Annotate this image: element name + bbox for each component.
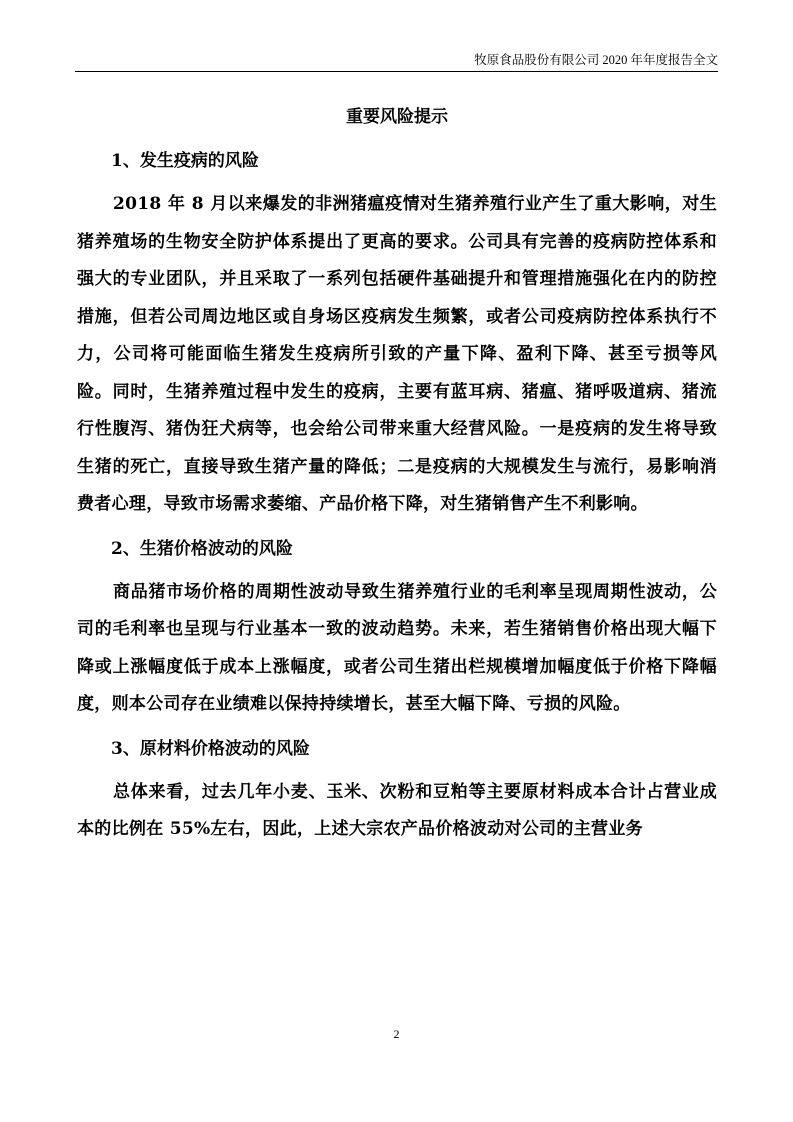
page-header — [75, 51, 718, 72]
page-number: 2 — [393, 1027, 400, 1041]
document-title: 重要风险提示 — [346, 107, 448, 127]
section-heading-hog-price-risk: 2、生猪价格波动的风险 — [111, 538, 293, 559]
page-footer — [0, 1027, 793, 1042]
header-company-report-title: 牧原食品股份有限公司 2020 年年度报告全文 — [474, 53, 718, 67]
section-paragraph-epidemic-risk: 2018 年 8 月以来爆发的非洲猪瘟疫情对生猪养殖行业产生了重大影响，对生猪养殖场的生物安全防护体系提出了更高的要求。公司具有完善的疫病防控体系和强大的专业团队，并且采取了一系列包括硬件基础提升和管理措施强化在内的防控措施，但若公司周边地区或自身场区疫病发生频繁，或者公司疫病防控体系执行不力，公司将可能面临生猪发生疫病所引致的产量下降、盈利下降、甚至亏损等风险。同时，生猪养殖过程中发生的疫病，主要有蓝耳病、猪瘟、猪呼吸道病、猪流行性腹泻、猪伪狂犬病等，也会给公司带来重大经营风险。一是疫病的发生将导致生猪的死亡，直接导致生猪产量的降低；二是疫病的大规模发生与流行，易影响消费者心理，导致市场需求萎缩、产品价格下降，对生猪销售产生不利影响。 — [77, 194, 717, 514]
section-paragraph-hog-price-risk: 商品猪市场价格的周期性波动导致生猪养殖行业的毛利率呈现周期性波动，公司的毛利率也呈现与行业基本一致的波动趋势。未来，若生猪销售价格出现大幅下降或上涨幅度低于成本上涨幅度，或者公司生猪出栏规模增加幅度低于价格下降幅度，则本公司存在业绩难以保持持续增长，甚至大幅下降、亏损的风险。 — [77, 581, 717, 714]
section-heading-epidemic-risk: 1、发生疫病的风险 — [111, 151, 259, 171]
section-paragraph-raw-material-risk: 总体来看，过去几年小麦、玉米、次粉和豆粕等主要原材料成本合计占营业成本的比例在 55%左右，因此，上述大宗农产品价格波动对公司的主营业务 — [77, 781, 717, 839]
document-body — [77, 96, 717, 855]
section-heading-raw-material-risk: 3、原材料价格波动的风险 — [111, 738, 310, 759]
